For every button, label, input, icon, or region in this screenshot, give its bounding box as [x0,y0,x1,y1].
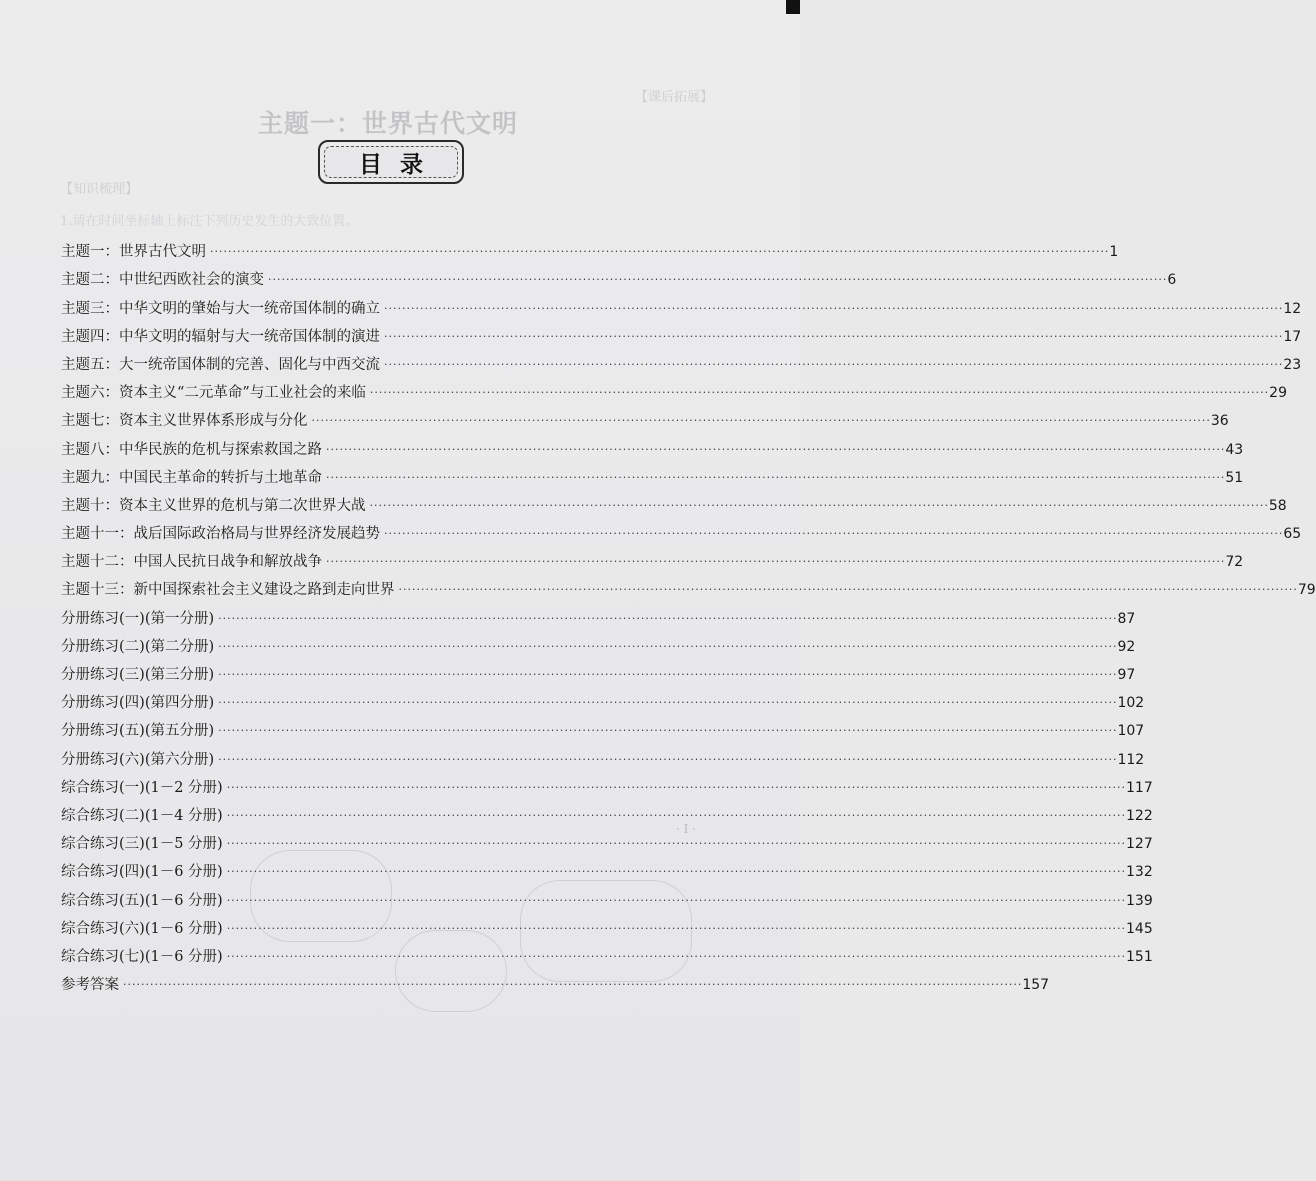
toc-entry[interactable] [61,910,1153,938]
toc-entry-page-number: 79 [1297,582,1316,599]
toc-entry-title: 主题八：中华民族的危机与探索救国之路 [61,441,322,458]
toc-entry-page-number: 1 [1109,244,1119,261]
toc-entry-page-number: 72 [1225,554,1244,571]
toc-dot-leader: ········································································································································································································ [384,329,1284,343]
toc-dot-leader: ········································································································································································································ [226,808,1127,822]
toc-dot-leader: ········································································································································································································ [326,442,1226,456]
toc-dot-leader: ········································································································································································································ [384,357,1284,371]
toc-dot-leader: ········································································································································································································ [218,752,1118,766]
toc-entry-page-number: 145 [1126,920,1153,937]
toc-entry[interactable] [61,684,1145,712]
toc-entry-title: 主题二：中世纪西欧社会的演变 [61,272,264,289]
toc-entry-title: 综合练习(七)(1－6 分册) [61,948,223,965]
toc-dot-leader: ········································································································································································································ [268,273,1168,287]
toc-dot-leader: ········································································································································································································ [226,921,1127,935]
toc-dot-leader: ········································································································································································································ [384,301,1284,315]
toc-dot-leader: ········································································································································································································ [226,893,1127,907]
toc-entry-title: 主题六：资本主义“二元革命”与工业社会的来临 [61,385,366,402]
toc-entry-title: 主题四：中华文明的辐射与大一统帝国体制的演进 [61,328,380,345]
toc-entry-page-number: 58 [1268,497,1287,514]
toc-entry-title: 综合练习(二)(1－4 分册) [61,807,223,824]
toc-entry-page-number: 102 [1117,695,1145,712]
corner-registration-mark [786,0,800,14]
toc-entry-page-number: 107 [1117,723,1145,740]
toc-entry-page-number: 12 [1283,300,1302,317]
toc-entry-page-number: 151 [1126,948,1153,965]
toc-entry[interactable] [61,543,1244,571]
toc-entry-page-number: 127 [1126,836,1153,853]
toc-entry[interactable] [61,515,1302,543]
toc-entry-title: 主题一：世界古代文明 [61,244,206,261]
toc-entry-page-number: 97 [1117,667,1136,683]
toc-dot-leader: ········································································································································································································ [226,949,1127,963]
toc-entry-page-number: 29 [1269,385,1287,402]
toc-entry-title: 主题十三：新中国探索社会主义建设之路到走向世界 [61,582,395,599]
toc-entry[interactable] [61,853,1153,881]
toc-entry-title: 综合练习(六)(1－6 分册) [61,920,223,937]
toc-entry-title: 主题五：大一统帝国体制的完善、固化与中西交流 [61,356,380,373]
toc-entry[interactable] [61,233,1119,261]
toc-dot-leader: ········································································································································································································ [218,696,1118,710]
toc-entry-page-number: 139 [1126,892,1153,909]
toc-dot-leader: ········································································································································································································ [210,245,1110,259]
bleed-through-heading: 主题一：世界古代文明 [258,109,519,138]
toc-entry[interactable] [61,938,1153,966]
toc-dot-leader: ········································································································································································································ [326,555,1226,569]
toc-dot-leader: ········································································································································································································ [398,583,1298,597]
toc-entry-title: 主题十：资本主义世界的危机与第二次世界大战 [61,497,366,514]
toc-entry-page-number: 36 [1210,413,1229,430]
toc-entry[interactable] [61,346,1302,374]
toc-entry[interactable] [61,628,1136,656]
toc-entry-title: 分册练习(五)(第五分册) [61,723,215,740]
toc-entry-page-number: 23 [1283,356,1302,373]
toc-entry[interactable] [61,797,1153,825]
toc-entry-title: 分册练习(四)(第四分册) [61,695,215,712]
toc-entry[interactable] [61,571,1316,599]
toc-entry-title: 主题九：中国民主革命的转折与土地革命 [61,469,322,486]
toc-dot-leader: ········································································································································································································ [326,470,1226,484]
toc-dot-leader: ········································································································································································································ [218,639,1118,653]
toc-entry-title: 主题十一：战后国际政治格局与世界经济发展趋势 [61,526,380,543]
bleed-through-tag-left: 【知识梳理】 [60,182,139,197]
toc-dot-leader: ········································································································································································································ [384,527,1284,541]
toc-entry-page-number: 87 [1117,610,1136,627]
toc-entry-page-number: 43 [1225,441,1244,458]
contents-heading-frame [318,140,464,184]
toc-entry[interactable] [61,430,1244,458]
toc-entry[interactable] [61,374,1287,402]
toc-entry[interactable] [61,487,1287,515]
page-number: · I · [676,822,696,836]
toc-entry-page-number: 51 [1225,469,1244,486]
toc-entry[interactable] [61,459,1244,487]
toc-entry[interactable] [61,825,1153,853]
toc-dot-leader: ········································································································································································································ [218,724,1118,738]
toc-entry[interactable] [61,599,1136,627]
toc-entry-title: 综合练习(一)(1－2 分册) [61,779,223,796]
toc-entry-title: 参考答案 [61,977,119,994]
toc-dot-leader: ········································································································································································································ [311,414,1211,428]
toc-entry[interactable] [61,402,1229,430]
toc-entry[interactable] [61,289,1302,317]
toc-dot-leader: ········································································································································································································ [369,386,1270,400]
toc-dot-leader: ········································································································································································································ [226,780,1127,794]
toc-entry-page-number: 17 [1283,328,1302,345]
toc-dot-leader: ········································································································································································································ [226,837,1127,851]
toc-entry-title: 主题七：资本主义世界体系形成与分化 [61,413,308,430]
toc-entry-page-number: 112 [1117,751,1145,768]
toc-entry[interactable] [61,740,1145,768]
toc-entry-page-number: 117 [1126,779,1153,796]
toc-dot-leader: ········································································································································································································ [123,978,1023,992]
table-of-contents [61,233,1316,994]
toc-entry[interactable] [61,712,1145,740]
toc-entry-title: 分册练习(二)(第二分册) [61,638,215,655]
toc-entry[interactable] [61,261,1177,289]
toc-entry-page-number: 122 [1126,807,1153,824]
toc-dot-leader: ········································································································································································································ [218,611,1118,625]
toc-entry-page-number: 132 [1126,864,1153,881]
toc-entry[interactable] [61,966,1050,994]
toc-dot-leader: ········································································································································································································ [369,498,1269,512]
toc-entry[interactable] [61,881,1153,909]
toc-entry-title: 综合练习(五)(1－6 分册) [61,892,223,909]
toc-entry-page-number: 157 [1022,977,1050,994]
toc-entry-title: 主题三：中华文明的肇始与大一统帝国体制的确立 [61,300,380,317]
toc-entry[interactable] [61,656,1136,684]
toc-dot-leader: ········································································································································································································ [218,668,1118,681]
toc-dot-leader: ········································································································································································································ [226,865,1127,879]
bleed-through-tag-right: 【课后拓展】 [635,90,714,105]
toc-entry-page-number: 65 [1283,526,1302,543]
toc-entry-title: 分册练习(三)(第三分册) [61,667,215,683]
toc-entry-title: 综合练习(四)(1－6 分册) [61,864,223,881]
contents-heading: 目录 [359,151,441,178]
toc-entry[interactable] [61,769,1153,797]
bleed-through-line: 1.请在时间坐标轴上标注下列历史发生的大致位置。 [60,214,359,229]
toc-entry-page-number: 6 [1167,272,1177,289]
toc-entry-title: 分册练习(六)(第六分册) [61,751,215,768]
toc-entry[interactable] [61,318,1302,346]
toc-entry-title: 综合练习(三)(1－5 分册) [61,836,223,853]
toc-entry-title: 主题十二：中国人民抗日战争和解放战争 [61,554,322,571]
toc-entry-page-number: 92 [1117,638,1136,655]
toc-entry-title: 分册练习(一)(第一分册) [61,610,215,627]
